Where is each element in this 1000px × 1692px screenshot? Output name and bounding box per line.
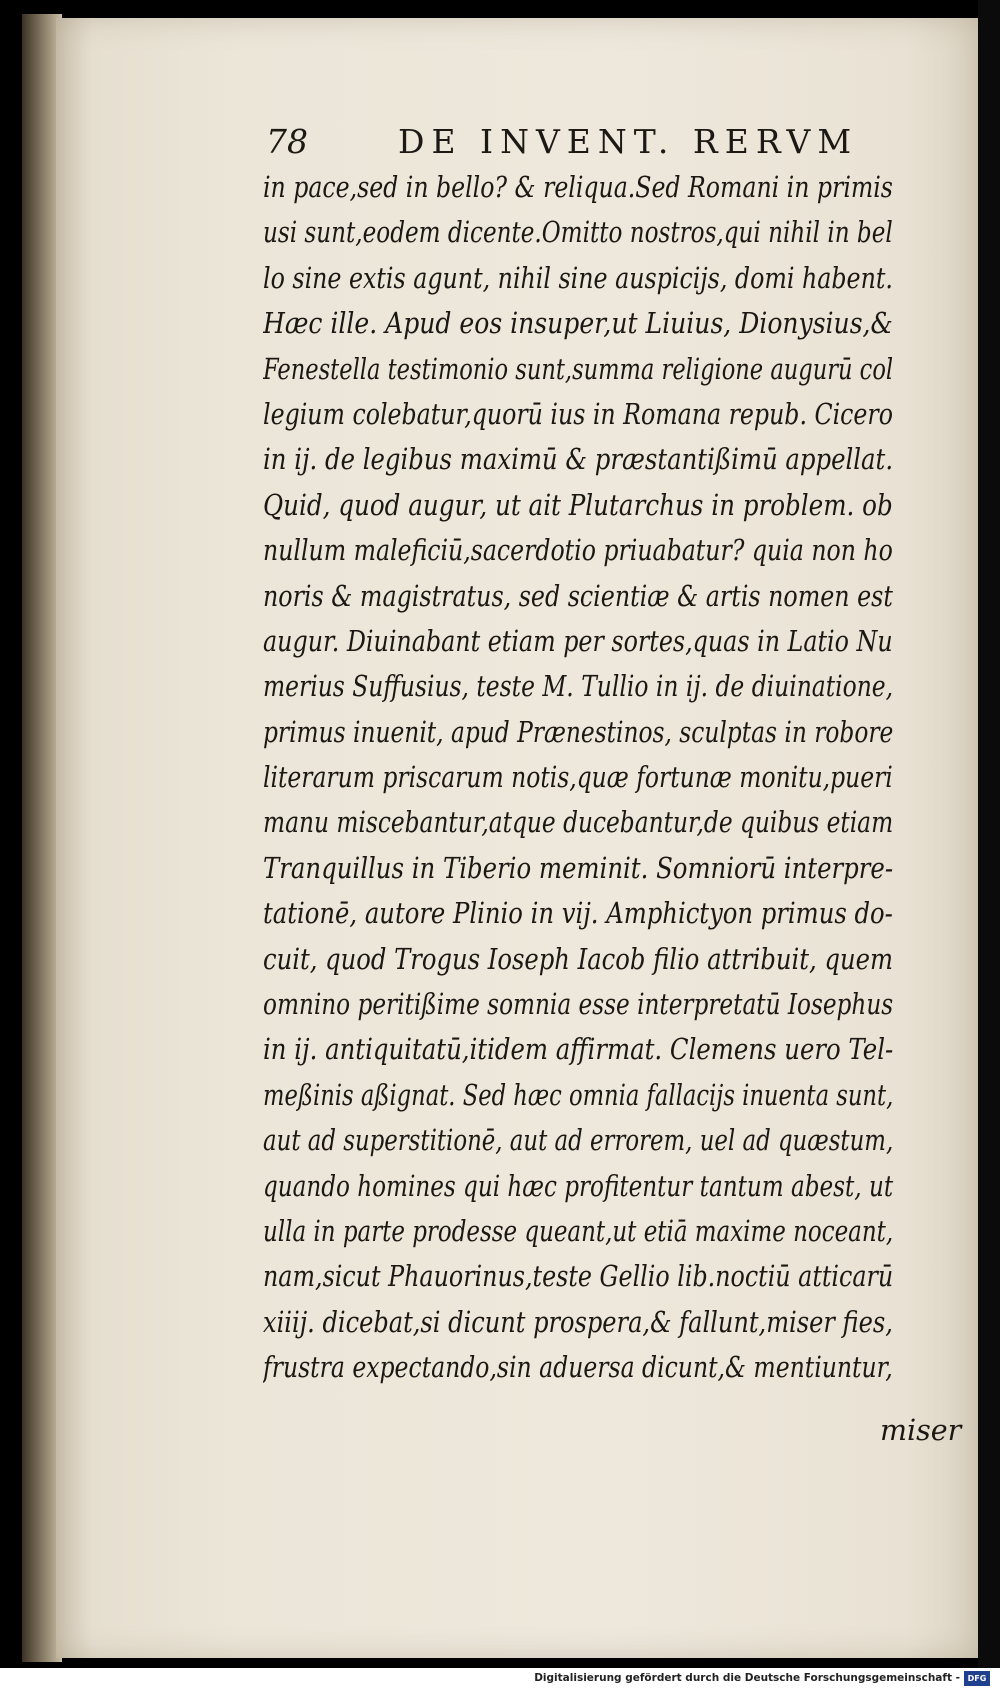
dfg-logo-icon: DFG: [964, 1671, 990, 1686]
text-line: quando homines qui hæc profitentur tantum abest, ut: [263, 1169, 894, 1203]
text-line: cuit, quod Trogus Ioseph Iacob filio attribuit, quem: [263, 942, 893, 976]
text-line: merius Suffusius, teste M. Tullio in ij. de diuinatione,: [263, 670, 894, 704]
body-text: [263, 165, 963, 1391]
text-line: frustra expectando,sin aduersa dicunt,& mentiuntur,: [263, 1351, 893, 1385]
funding-credit: Digitalisierung gefördert durch die Deutsche Forschungsgemeinschaft -: [534, 1672, 960, 1684]
text-line: Fenestella testimonio sunt,summa religione augurū col: [263, 352, 894, 386]
text-line: Tranquillus in Tiberio meminit. Somniorū interpre-: [263, 851, 894, 885]
text-line: Quid, quod augur, ut ait Plutarchus in problem. ob: [263, 488, 893, 522]
text-line: xiiij. dicebat,si dicunt prospera,& fallunt,miser fies,: [263, 1305, 893, 1339]
text-line: nullum maleficiū,sacerdotio priuabatur? quia non ho: [263, 534, 893, 568]
text-line: in ij. antiquitatū,itidem affirmat. Clemens uero Tel-: [263, 1033, 894, 1067]
scan-border: [978, 0, 1000, 1692]
text-line: omnino peritißime somnia esse interpretatū Iosephus: [263, 988, 894, 1022]
digitization-footer: [0, 1668, 1000, 1692]
text-line: nam,sicut Phauorinus,teste Gellio lib.noctiū atticarū: [263, 1260, 894, 1294]
text-line: meßinis aßignat. Sed hæc omnia fallacijs inuenta sunt,: [263, 1078, 894, 1112]
text-line: Hæc ille. Apud eos insuper,ut Liuius, Dionysius,&: [263, 307, 893, 341]
text-line: literarum priscarum notis,quæ fortunæ monitu,pueri: [263, 761, 893, 795]
text-line: manu miscebantur,atque ducebantur,de quibus etiam: [263, 806, 894, 840]
page-number: 78: [266, 122, 308, 161]
text-line: primus inuenit, apud Prænestinos, sculptas in robore: [263, 715, 894, 749]
text-line: in ij. de legibus maximū & præstantißimū appellat.: [263, 443, 894, 477]
text-line: lo sine extis agunt, nihil sine auspicijs, domi habent.: [263, 261, 893, 295]
text-line: usi sunt,eodem dicente.Omitto nostros,qui nihil in bel: [263, 216, 893, 250]
text-line: aut ad superstitionē, aut ad errorem, uel ad quæstum,: [263, 1124, 894, 1158]
catchword: miser: [880, 1414, 962, 1447]
text-line: ulla in parte prodesse queant,ut etiā maxime noceant,: [263, 1214, 894, 1248]
running-head: DE INVENT. RERVM: [398, 122, 859, 161]
text-line: tationē, autore Plinio in vij. Amphictyon primus do-: [263, 897, 893, 931]
text-line: augur. Diuinabant etiam per sortes,quas in Latio Nu: [263, 624, 893, 658]
text-line: noris & magistratus, sed scientiæ & artis nomen est: [263, 579, 893, 613]
text-line: in pace,sed in bello? & reliqua.Sed Romani in primis: [263, 171, 893, 204]
page-header: [208, 104, 908, 164]
text-line: legium colebatur,quorū ius in Romana repub. Cicero: [263, 397, 893, 431]
